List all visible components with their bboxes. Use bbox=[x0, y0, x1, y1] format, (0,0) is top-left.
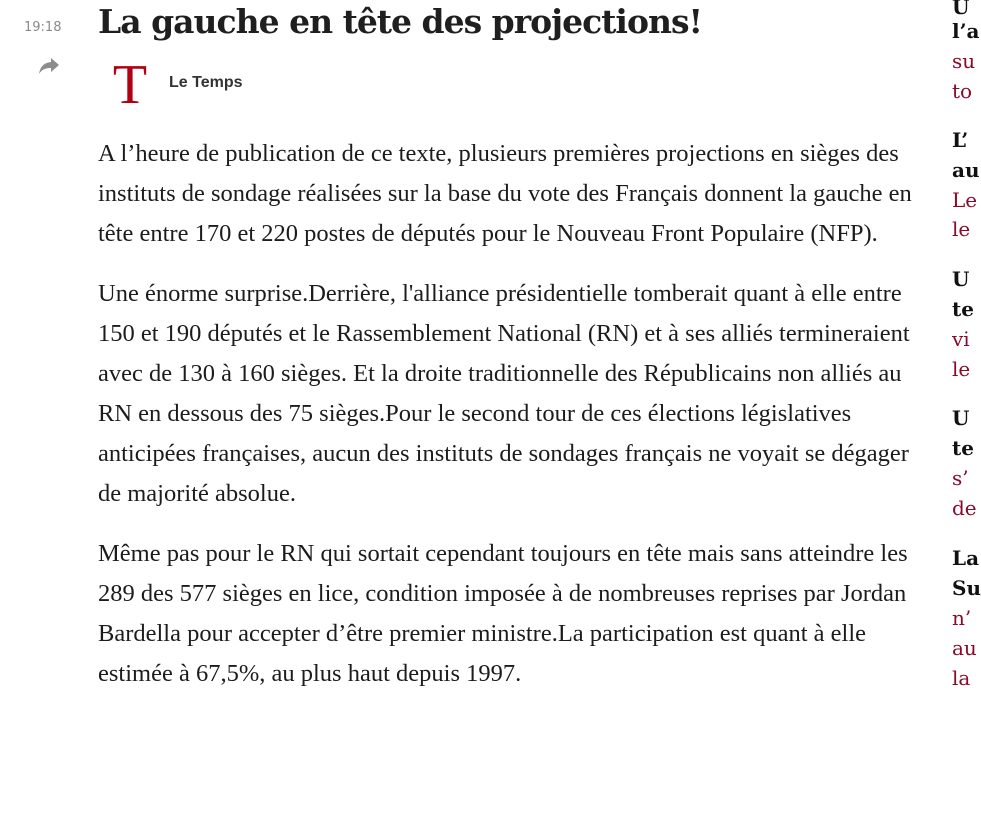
related-article-title[interactable]: U bbox=[952, 0, 970, 19]
paragraph-1: A l’heure de publication de ce texte, plusieurs premières projections en sièges des instituts de sondage réalisées sur la base du vote des Français donnent la gauche en tête entre 170 et 220 postes de députés pour le Nouveau Front Populaire (NFP). bbox=[98, 140, 912, 247]
related-articles-sidebar bbox=[952, 0, 981, 821]
post-title: La gauche en tête des projections! bbox=[98, 2, 703, 41]
related-article-link[interactable]: vi bbox=[952, 327, 970, 351]
related-article-link[interactable]: n’ bbox=[952, 606, 972, 630]
related-article-link[interactable]: s’ bbox=[952, 466, 969, 490]
related-article-link[interactable]: le bbox=[952, 357, 971, 381]
source-logo: T bbox=[112, 54, 148, 116]
related-article-title[interactable]: te bbox=[952, 297, 974, 321]
related-article-link[interactable]: la bbox=[952, 666, 971, 690]
related-article-title[interactable]: La bbox=[952, 546, 980, 570]
related-article-link[interactable]: le bbox=[952, 217, 971, 241]
source-name: Le Temps bbox=[169, 74, 243, 91]
related-article-link[interactable]: Le bbox=[952, 188, 978, 212]
related-article-title[interactable]: U bbox=[952, 406, 970, 430]
post-timestamp: 19:18 bbox=[24, 20, 62, 35]
related-article-link[interactable]: au bbox=[952, 636, 977, 660]
related-article-title[interactable]: Su bbox=[952, 576, 981, 600]
related-article-link[interactable]: to bbox=[952, 79, 973, 103]
related-article-title[interactable]: l’a bbox=[952, 19, 980, 43]
share-arrow-icon[interactable] bbox=[38, 57, 60, 75]
related-article-link[interactable]: de bbox=[952, 496, 977, 520]
related-article-title[interactable]: U bbox=[952, 267, 970, 291]
paragraph-3: Même pas pour le RN qui sortait cependant toujours en tête mais sans atteindre les 289 des 577 sièges en lice, condition imposée à de nombreuses reprises par Jordan Bardella pour accepter d’être premier ministre.La participation est quant à elle estimée à 67,5%, au plus haut depuis 1997. bbox=[98, 540, 908, 687]
related-article-link[interactable]: su bbox=[952, 49, 976, 73]
post-body bbox=[98, 134, 913, 714]
related-article-title[interactable]: te bbox=[952, 436, 974, 460]
related-article-title[interactable]: au bbox=[952, 158, 980, 182]
paragraph-2: Une énorme surprise.Derrière, l'alliance présidentielle tomberait quant à elle entre 150 et 190 députés et le Rassemblement National (RN) et à ses alliés termineraient avec de 130 à 160 sièges. Et la droite traditionnelle des Républicains non alliés au RN en dessous des 75 sièges.Pour le second tour de ces élections législatives anticipées françaises, aucun des instituts de sondages français ne voyait se dégager de majorité absolue. bbox=[98, 280, 910, 507]
related-article-title[interactable]: L’ bbox=[952, 128, 969, 152]
